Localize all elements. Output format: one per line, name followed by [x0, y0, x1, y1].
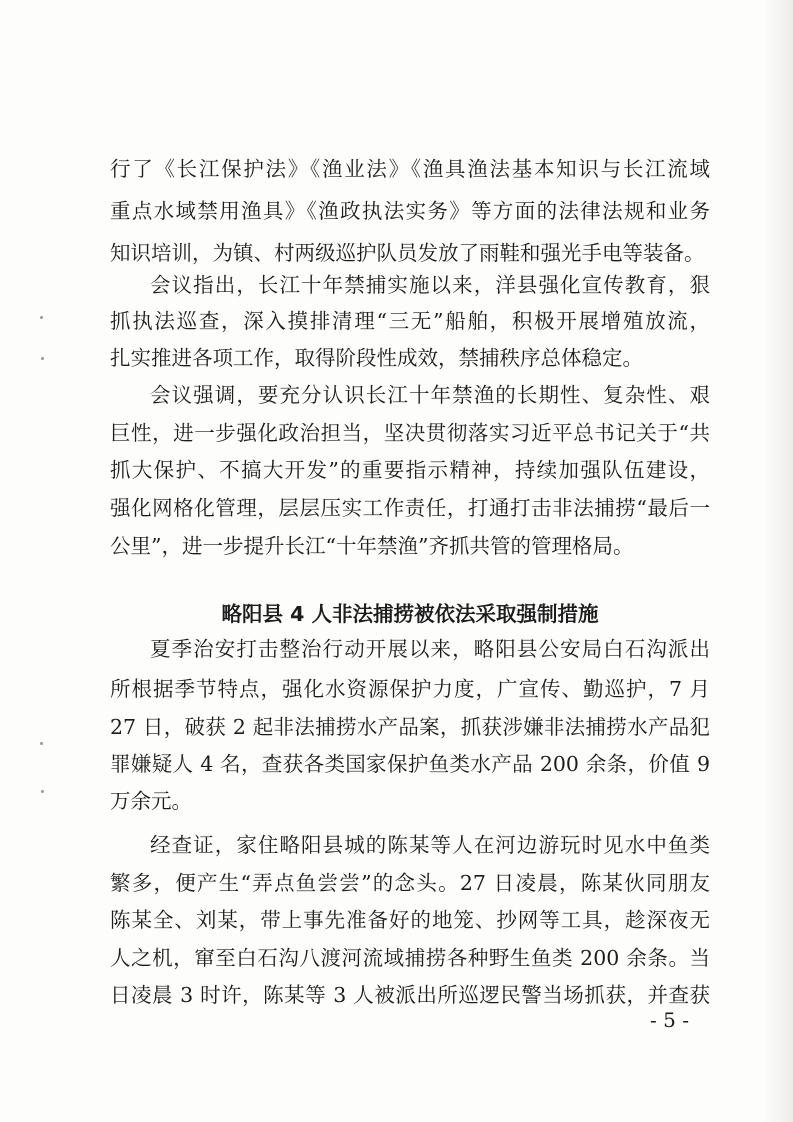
text-line: 扎实推进各项工作，取得阶段性成效，禁捕秩序总体稳定。 [110, 346, 643, 370]
scan-speck [40, 742, 43, 745]
text-line: 重点水域禁用渔具》《渔政执法实务》等方面的法律法规和业务 [110, 199, 710, 223]
text-line: 所根据季节特点，强化水资源保护力度，广宣传、勤巡护，7 月 [110, 677, 710, 701]
text-line: 抓大保护、不搞大开发”的重要指示精神，持续加强队伍建设， [110, 458, 710, 482]
section-heading: 略阳县 4 人非法捕捞被依法采取强制措施 [221, 602, 599, 626]
text-line: 夏季治安打击整治行动开展以来，略阳县公安局白石沟派出 [150, 637, 710, 661]
text-line: 抓执法巡查，深入摸排清理“三无”船舶，积极开展增殖放流， [110, 309, 710, 333]
text-line: 强化网格化管理，层层压实工作责任，打通打击非法捕捞“最后一 [110, 496, 710, 520]
text-line: 会议指出，长江十年禁捕实施以来，洋县强化宣传教育，狠 [150, 273, 710, 297]
text-line: 繁多，便产生“弄点鱼尝尝”的念头。27 日凌晨，陈某伙同朋友 [110, 871, 710, 895]
scan-speck [41, 790, 44, 793]
scan-speck [40, 316, 43, 319]
text-line: 知识培训，为镇、村两级巡护队员发放了雨鞋和强光手电等装备。 [110, 241, 705, 265]
text-line: 巨性，进一步强化政治担当，坚决贯彻落实习近平总书记关于“共 [110, 421, 710, 445]
text-line: 人之机，窜至白石沟八渡河流域捕捞各种野生鱼类 200 余条。当 [110, 946, 710, 970]
scan-speck [41, 357, 44, 360]
text-line: 行了《长江保护法》《渔业法》《渔具渔法基本知识与长江流域 [110, 157, 710, 181]
text-line: 经查证，家住略阳县城的陈某等人在河边游玩时见水中鱼类 [150, 833, 710, 857]
text-line: 陈某全、刘某，带上事先准备好的地笼、抄网等工具，趁深夜无 [110, 908, 710, 932]
text-line: 公里”，进一步提升长江“十年禁渔”齐抓共管的管理格局。 [110, 534, 634, 558]
text-line: 罪嫌疑人 4 名，查获各类国家保护鱼类水产品 200 余条，价值 9 [110, 752, 710, 776]
scan-edge-shadow [763, 0, 793, 1122]
text-line: 27 日，破获 2 起非法捕捞水产品案，抓获涉嫌非法捕捞水产品犯 [110, 715, 710, 739]
text-line: 会议强调，要充分认识长江十年禁渔的长期性、复杂性、艰 [150, 383, 710, 407]
page-number: - 5 - [650, 1008, 689, 1032]
text-line: 万余元。 [110, 789, 192, 813]
text-line: 日凌晨 3 时许，陈某等 3 人被派出所巡逻民警当场抓获，并查获 [110, 983, 710, 1007]
